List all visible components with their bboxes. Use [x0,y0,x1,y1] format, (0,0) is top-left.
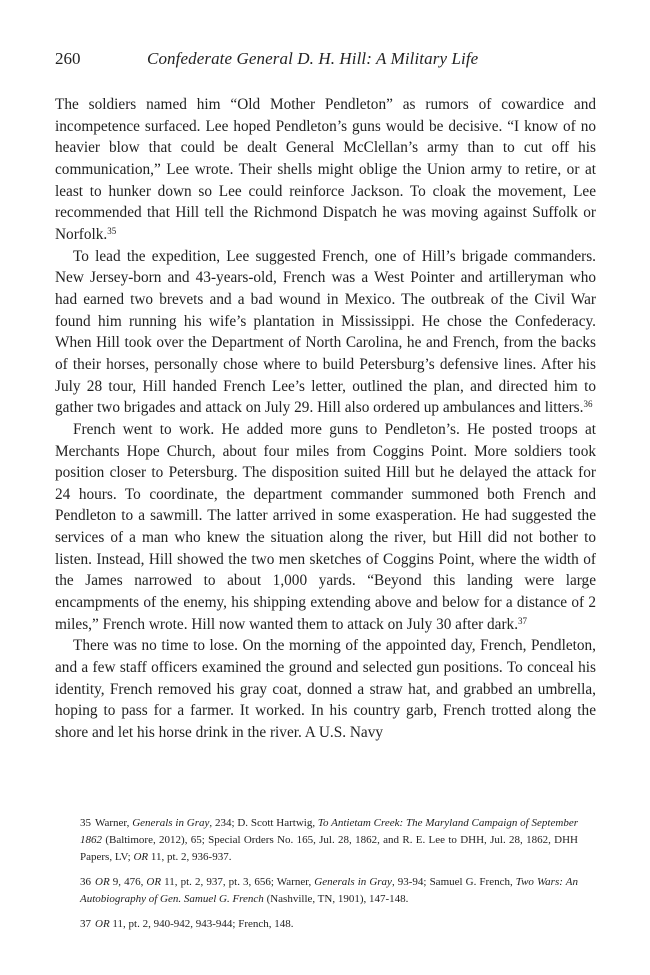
footnote-segment: (Baltimore, 2012), 65; Special Orders No. 165, Jul. 28, 1862, and R. E. Lee to DHH, Jul. 28, 1862, DHH Papers, LV; [80,834,578,863]
page-header [55,49,595,73]
paragraph-text: To lead the expedition, Lee suggested French, one of Hill’s brigade commanders. New Jersey-born and 43-years-old, French was a West Pointer and artilleryman who had earned two brevets and a bad wound in Mexico. The outbreak of the Civil War found him running his wife’s plantation in Mississippi. He chose the Confederacy. When Hill took over the Department of North Carolina, he and French, from the backs of their horses, personally chose where to build Petersburg’s defensive lines. After his July 28 tour, Hill handed French Lee’s letter, outlined the plan, and directed him to gather two brigades and attack on July 29. Hill also ordered up ambulances and litters. [55,247,596,417]
paragraph-text: French went to work. He added more guns to Pendleton’s. He posted troops at Merchants Hope Church, about four miles from Coggins Point. More soldiers took position closer to Petersburg. The disposition suited Hill but he delayed the attack for 24 hours. To coordinate, the department commander summoned both French and Pendleton to a sawmill. The latter arrived in some exasperation. He had suggested the services of a man who knew the situation along the river, but Hill did not bother to listen. Instead, Hill showed the two men sketches of Coggins Point, where the width of the James narrowed to about 1,000 yards. “Beyond this landing were large encampments of the enemy, his shipping extending above and below for a distance of 2 miles,” French wrote. Hill now wanted them to attack on July 30 after dark. [55,420,596,633]
footnote-segment: 9, 476, [109,876,147,888]
paragraph [55,419,596,636]
footnote-title: Generals in Gray [132,817,210,829]
paragraph-text: There was no time to lose. On the morning of the appointed day, French, Pendleton, and a few staff officers examined the ground and selected gun positions. To conceal his identity, French removed his gray coat, donned a straw hat, and grabbed an umbrella, hoping to pass for a farmer. It worked. In his country garb, French trotted along the shore and let his horse drink in the river. A U.S. Navy [55,637,596,742]
footnote-segment: 11, pt. 2, 937, pt. 3, 656; Warner, [161,876,315,888]
footnote-ref[interactable]: 35 [107,225,117,236]
footnote-segment: (Nashville, TN, 1901), 147-148. [263,893,409,905]
footnote [80,874,578,908]
footnote [80,815,578,866]
footnote-text [80,876,578,905]
footnote-title: OR [146,876,162,888]
footnote-title: OR [95,876,110,888]
footnote-title: OR [133,851,149,863]
paragraph [55,246,596,419]
footnote-segment: 11, pt. 2, 936-937. [148,851,232,863]
paragraph [55,94,596,246]
footnotes [80,815,578,941]
paragraph-text: The soldiers named him “Old Mother Pendleton” as rumors of cowardice and incompetence surfaced. Lee hoped Pendleton’s guns would be decisive. “I know of no heavier blow that could be dealt General McClellan’s army than to cut off his communication,” Lee wrote. Their shells might oblige the Union army to retire, or at least to hunker down so Lee could reinforce Jackson. To cloak the movement, Lee recommended that Hill tell the Richmond Dispatch he was moving against Suffolk or Norfolk. [55,96,596,243]
paragraph [55,635,596,743]
footnote-title: Generals in Gray [314,876,392,888]
footnote-segment: Warner, [95,817,133,829]
footnote-ref[interactable]: 36 [583,399,593,410]
footnote-text [80,817,578,863]
footnote-title: To Antietam Creek: The Maryland Campaign of September 1862 [80,817,578,846]
footnote-ref[interactable]: 37 [518,615,528,626]
running-title: Confederate General D. H. Hill: A Military Life [147,49,479,68]
footnote-segment: 11, pt. 2, 940-942, 943-944; French, 148. [109,918,294,930]
footnote-segment: , 93-94; Samuel G. French, [391,876,516,888]
footnote-title: Two Wars: An Autobiography of Gen. Samuel G. French [80,876,578,905]
footnote-text [95,918,294,930]
page-number: 260 [55,49,81,68]
footnote [80,916,578,933]
footnote-number: 35 [80,817,91,829]
footnote-number: 37 [80,918,91,930]
footnote-segment: , 234; D. Scott Hartwig, [209,817,318,829]
footnote-title: OR [95,918,110,930]
body-text [55,94,596,744]
footnote-number: 36 [80,876,91,888]
